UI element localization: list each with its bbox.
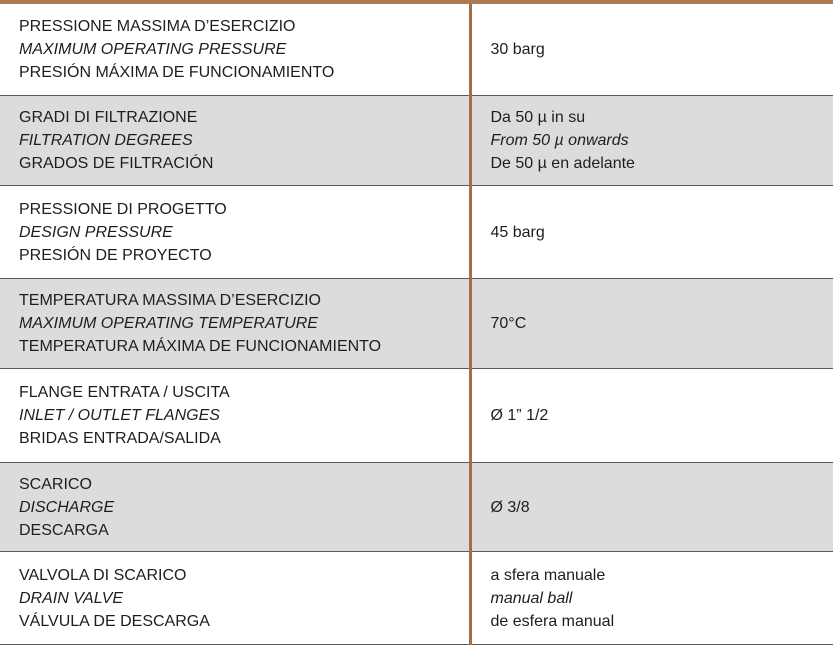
spec-value-cell [470,185,833,279]
specifications-table-body [0,2,833,645]
spec-label-english: DISCHARGE [19,498,115,516]
spec-value-cell [470,279,833,369]
spec-row [0,185,833,279]
spec-value-line: From 50 µ onwards [490,131,629,149]
spec-label-cell [0,369,470,463]
spec-value-line: Ø 1” 1/2 [490,406,549,424]
spec-label-cell [0,2,470,96]
spec-value-line: manual ball [490,589,573,607]
spec-row [0,369,833,463]
spec-label-english: MAXIMUM OPERATING PRESSURE [19,41,287,59]
spec-row [0,462,833,552]
spec-label-spanish: DESCARGA [19,521,109,539]
spec-label-spanish: VÁLVULA DE DESCARGA [19,612,210,630]
spec-label-english: MAXIMUM OPERATING TEMPERATURE [19,315,318,333]
spec-label-cell [0,96,470,186]
spec-label-italian: VALVOLA DI SCARICO [19,566,187,584]
spec-label-italian: FLANGE ENTRATA / USCITA [19,383,230,401]
spec-label-english: FILTRATION DEGREES [19,131,193,149]
spec-value-line: 70°C [490,315,527,333]
spec-label-spanish: PRESIÓN DE PROYECTO [19,246,212,264]
spec-row [0,2,833,96]
spec-label-spanish: TEMPERATURA MÁXIMA DE FUNCIONAMIENTO [19,338,382,356]
spec-label-spanish: GRADOS DE FILTRACIÓN [19,154,214,172]
spec-value-line: a sfera manuale [490,566,606,584]
spec-label-english: DESIGN PRESSURE [19,223,173,241]
spec-value-cell [470,96,833,186]
spec-label-cell [0,552,470,645]
spec-label-english: INLET / OUTLET FLANGES [19,406,220,424]
spec-label-spanish: PRESIÓN MÁXIMA DE FUNCIONAMIENTO [19,64,335,82]
spec-value-cell [470,2,833,96]
spec-label-cell [0,185,470,279]
spec-row [0,279,833,369]
spec-value-line: 45 barg [490,223,545,241]
spec-value-line: 30 barg [490,41,545,59]
spec-value-cell [470,369,833,463]
spec-row [0,96,833,186]
spec-label-italian: PRESSIONE DI PROGETTO [19,200,227,218]
spec-label-cell [0,462,470,552]
spec-label-spanish: BRIDAS ENTRADA/SALIDA [19,429,221,447]
spec-label-english: DRAIN VALVE [19,589,124,607]
spec-label-italian: SCARICO [19,475,92,493]
spec-label-italian: PRESSIONE MASSIMA D’ESERCIZIO [19,18,296,36]
spec-label-cell [0,279,470,369]
spec-label-italian: GRADI DI FILTRAZIONE [19,108,198,126]
spec-value-cell [470,462,833,552]
spec-row [0,552,833,645]
spec-value-cell [470,552,833,645]
spec-label-italian: TEMPERATURA MASSIMA D’ESERCIZIO [19,292,321,310]
spec-value-line: De 50 µ en adelante [490,154,635,172]
spec-value-line: Da 50 µ in su [490,108,586,126]
spec-value-line: de esfera manual [490,612,615,630]
spec-value-line: Ø 3/8 [490,498,530,516]
